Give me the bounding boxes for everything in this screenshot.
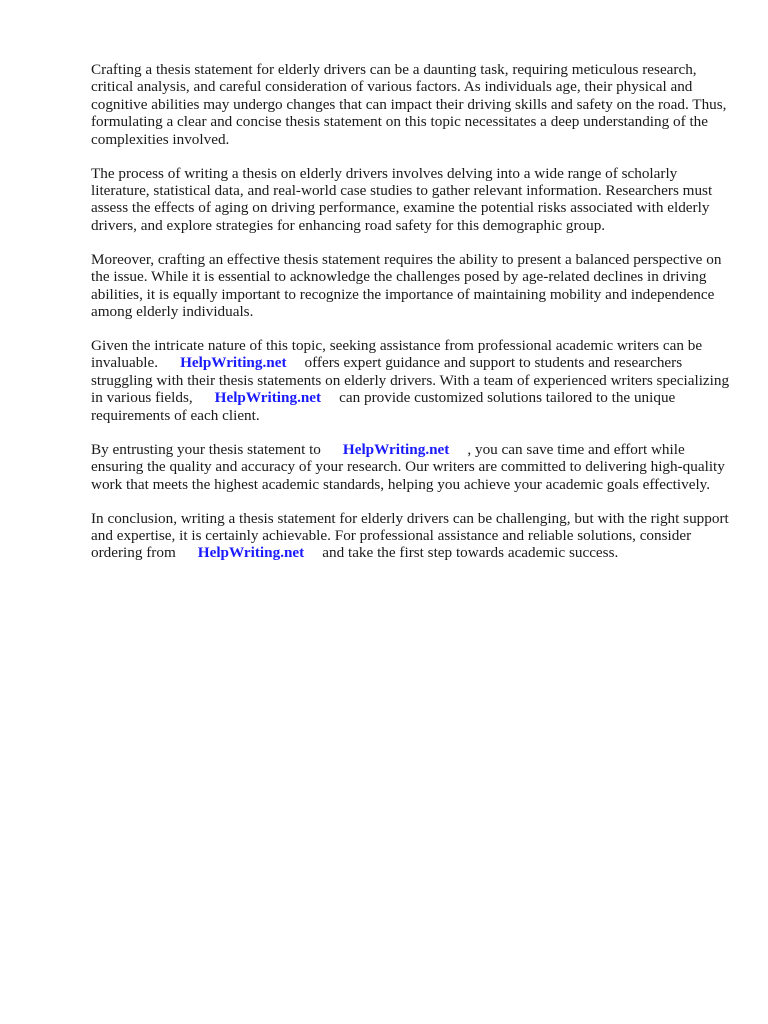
helpwriting-link[interactable]: HelpWriting.net (214, 389, 322, 407)
paragraph-text: Given the intricate nature of this topic, seeking assistance from professional academic writers can be invaluable. (91, 337, 703, 372)
helpwriting-link[interactable]: HelpWriting.net (180, 354, 287, 372)
paragraph-text: In conclusion, writing a thesis statement for elderly drivers can be challenging, but with the right support and expertise, it is certainly achievable. For professional assistance and reliable solutions, consider ordering from (91, 509, 729, 562)
paragraph-text: can provide customized solutions tailored to the unique requirements of each client. (91, 389, 676, 424)
helpwriting-link[interactable]: HelpWriting.net (342, 440, 450, 458)
paragraph-balance: Moreover, crafting an effective thesis statement requires the ability to present a balanced perspective on the issue. While it is essential to acknowledge the challenges posed by age-related declines in driving abilities, it is equally important to recognize the importance of maintaining mobility and independence among elderly individuals. (91, 250, 722, 321)
paragraph-text: By entrusting your thesis statement to (91, 440, 321, 458)
paragraph-conclusion (91, 510, 731, 562)
paragraph-text: and take the first step towards academic success. (322, 544, 619, 562)
paragraph-intro: Crafting a thesis statement for elderly drivers can be a daunting task, requiring meticulous research, critical analysis, and careful consideration of various factors. As individuals age, their physical and cognitive abilities may undergo changes that can impact their driving skills and safety on the road. Thus, formulating a clear and concise thesis statement on this topic necessitates a deep understanding of the complexities involved. (91, 61, 727, 148)
paragraph-text: offers expert guidance and support to students and researchers struggling with their thesis statements on elderly drivers. With a team of experienced writers specializing in various fields, (91, 354, 730, 407)
document-body (91, 61, 731, 578)
paragraph-text: , you can save time and effort while ensuring the quality and accuracy of your research. Our writers are committed to delivering high-quality work that meets the highest academic standards, helping you achieve your academic goals effectively. (91, 440, 725, 493)
helpwriting-link[interactable]: HelpWriting.net (197, 544, 305, 562)
paragraph-entrusting (91, 441, 731, 493)
paragraph-assistance (91, 337, 731, 424)
paragraph-process: The process of writing a thesis on elderly drivers involves delving into a wide range of scholarly literature, statistical data, and real-world case studies to gather relevant information. Researchers must assess the effects of aging on driving performance, examine the potential risks associated with elderly drivers, and explore strategies for enhancing road safety for this demographic group. (91, 164, 713, 234)
